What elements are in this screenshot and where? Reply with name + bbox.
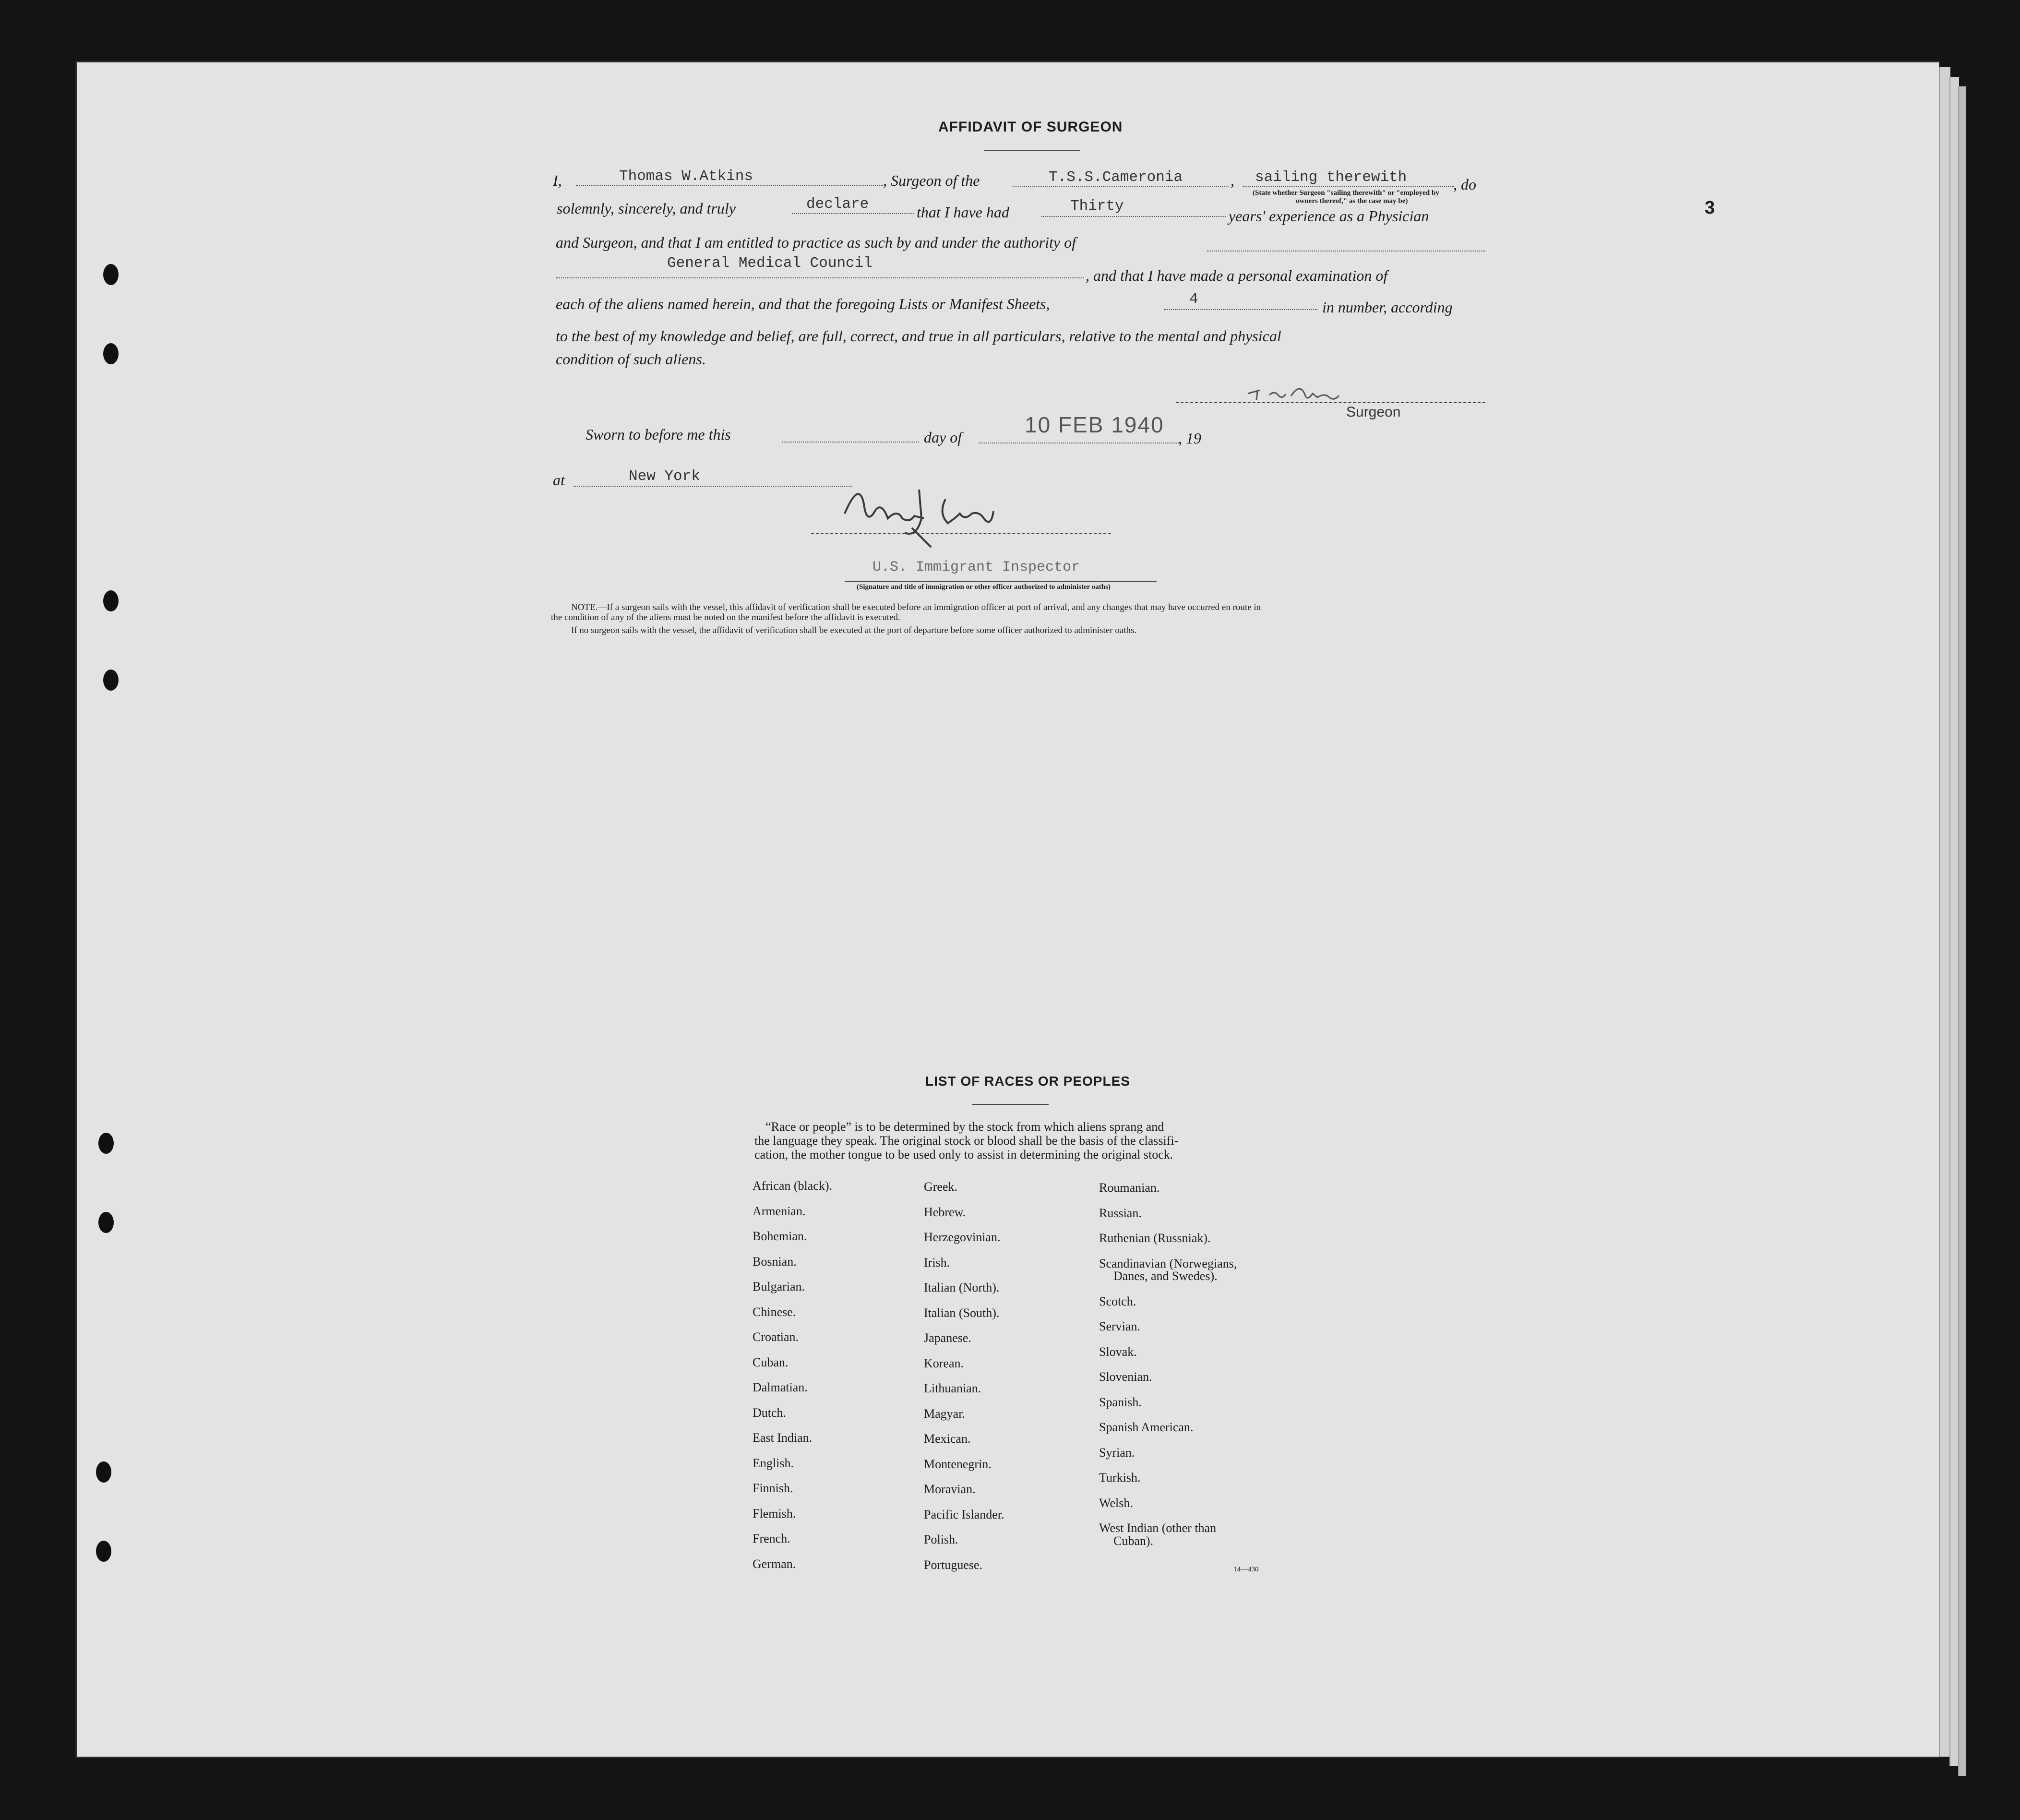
race-entry: Lithuanian. (924, 1381, 981, 1395)
race-entry: Turkish. (1099, 1471, 1141, 1485)
title-underline (984, 150, 1080, 151)
affidavit-note: NOTE.—If a surgeon sails with the vessel, this affidavit of verification shall be executed before an immigration officer at port of arrival, and any changes that may have occurred en route in (571, 602, 1261, 612)
race-entry: Slovenian. (1099, 1370, 1152, 1384)
race-entry: Scandinavian (Norwegians, (1099, 1256, 1237, 1270)
affidavit-note: If no surgeon sails with the vessel, the affidavit of verification shall be executed at the port of departure before some officer authorized to administer oaths. (571, 625, 1137, 635)
race-entry: Montenegrin. (924, 1457, 992, 1471)
affidavit-note: the condition of any of the aliens must be noted on the manifest before the affidavit is executed. (551, 612, 900, 623)
binder-hole (98, 1133, 114, 1154)
race-entry: Ruthenian (Russniak). (1099, 1231, 1211, 1245)
race-entry: Syrian. (1099, 1445, 1135, 1460)
race-entry: African (black). (753, 1179, 833, 1193)
licensing-authority: General Medical Council (667, 255, 873, 272)
page-edge (1958, 86, 1966, 1776)
race-entry: French. (753, 1532, 790, 1545)
races-intro: the language they speak. The original stock or blood shall be the basis of the classifi- (754, 1134, 1179, 1148)
binder-hole (96, 1461, 111, 1483)
race-entry: Scotch. (1099, 1294, 1136, 1308)
binder-hole (98, 1212, 114, 1233)
page-edge (1949, 77, 1959, 1766)
race-entry: Bohemian. (753, 1229, 807, 1243)
race-entry: Russian. (1099, 1206, 1142, 1220)
document-page (77, 62, 1939, 1757)
capacity-note: owners thereof," as the case may be) (1296, 197, 1408, 205)
oath-place: New York (629, 468, 700, 485)
binder-hole (103, 343, 119, 364)
race-entry: English. (753, 1456, 794, 1470)
declaration-verb: declare (806, 196, 869, 213)
inspector-title: U.S. Immigrant Inspector (873, 559, 1080, 575)
race-entry: Spanish American. (1099, 1420, 1194, 1434)
binder-hole (103, 264, 119, 285)
manifest-sheet-count: 4 (1189, 291, 1198, 308)
race-entry: Italian (North). (924, 1281, 1000, 1294)
inspector-signature (835, 470, 1123, 552)
race-entry: Danes, and Swedes). (1113, 1269, 1218, 1283)
race-entry: German. (753, 1557, 796, 1571)
race-entry: Roumanian. (1099, 1181, 1160, 1195)
inspector-note: (Signature and title of immigration or other officer authorized to administer oaths) (857, 583, 1111, 591)
affidavit-text: I, (553, 172, 562, 189)
surgeon-label: Surgeon (1346, 404, 1401, 420)
race-entry: Italian (South). (924, 1305, 1000, 1320)
affidavit-text: , Surgeon of the (883, 172, 980, 189)
years-experience: Thirty (1070, 198, 1124, 215)
race-entry: East Indian. (753, 1431, 813, 1445)
binder-hole (96, 1541, 111, 1562)
race-entry: Slovak. (1099, 1344, 1137, 1359)
race-entry: Flemish. (753, 1506, 796, 1521)
race-entry: Mexican. (924, 1432, 971, 1446)
race-entry: Finnish. (753, 1481, 793, 1495)
page-edge (1939, 67, 1950, 1757)
binder-hole (103, 590, 119, 611)
race-entry: Cuban). (1113, 1533, 1154, 1548)
race-entry: Pacific Islander. (924, 1507, 1004, 1521)
surgeon-capacity: sailing therewith (1255, 169, 1407, 186)
race-entry: Dutch. (753, 1405, 787, 1420)
affidavit-title: AFFIDAVIT OF SURGEON (938, 119, 1123, 135)
race-entry: Magyar. (924, 1406, 965, 1421)
race-entry: Greek. (924, 1180, 958, 1194)
race-entry: Moravian. (924, 1482, 976, 1496)
race-entry: Korean. (924, 1356, 964, 1370)
surgeon-signature (1238, 377, 1392, 406)
capacity-note: (State whether Surgeon "sailing therewith" or "employed by (1253, 189, 1439, 197)
race-entry: Welsh. (1099, 1496, 1133, 1510)
race-entry: Servian. (1099, 1319, 1140, 1333)
race-entry: Irish. (924, 1255, 950, 1269)
ship-name: T.S.S.Cameronia (1049, 169, 1183, 186)
race-entry: Portuguese. (924, 1557, 983, 1572)
race-entry: Polish. (924, 1533, 958, 1546)
races-intro: “Race or people” is to be determined by the stock from which aliens sprang and (765, 1120, 1164, 1134)
race-entry: Hebrew. (924, 1205, 966, 1219)
race-entry: Croatian. (753, 1330, 799, 1344)
binder-hole (103, 670, 119, 691)
race-entry: Bosnian. (753, 1254, 797, 1269)
date-stamp: 10 FEB 1940 (1025, 412, 1164, 437)
races-intro: cation, the mother tongue to be used only to assist in determining the original stock. (754, 1148, 1173, 1161)
race-entry: Japanese. (924, 1331, 971, 1345)
race-entry: Dalmatian. (753, 1380, 808, 1394)
race-entry: Chinese. (753, 1305, 796, 1319)
race-entry: Spanish. (1099, 1395, 1142, 1409)
race-entry: Herzegovinian. (924, 1230, 1001, 1244)
races-title: LIST OF RACES OR PEOPLES (925, 1074, 1130, 1089)
page-number: 3 (1705, 198, 1716, 218)
race-entry: Cuban. (753, 1355, 789, 1369)
race-entry: Bulgarian. (753, 1280, 805, 1293)
surgeon-name: Thomas W.Atkins (619, 168, 753, 185)
race-entry: West Indian (other than (1099, 1521, 1217, 1535)
race-entry: Armenian. (753, 1204, 806, 1218)
form-number: 14—430 (1233, 1566, 1259, 1573)
